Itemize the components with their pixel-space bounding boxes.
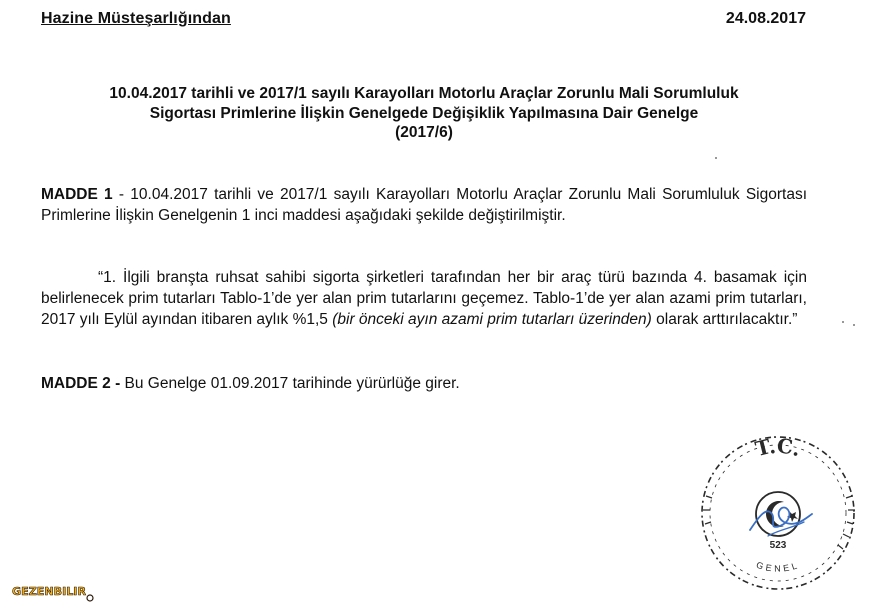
document-title: [40, 84, 808, 143]
amended-clause-quote: [41, 267, 807, 330]
gezenbilir-watermark-logo: [10, 578, 94, 606]
document-date: 24.08.2017: [725, 10, 806, 27]
article-2-text: Bu Genelge 01.09.2017 tarihinde yürürlüğe girer.: [120, 375, 460, 392]
seal-top-text: T.C.: [752, 433, 804, 462]
article-1: [41, 184, 807, 226]
quote-end: olarak arttırılacaktır.”: [651, 311, 798, 328]
article-1-text: - 10.04.2017 tarihli ve 2017/1 sayılı Karayolları Motorlu Araçlar Zorunlu Mali Sorumluluk Sigortası Primlerine İlişkin Genelgenin 1 inci maddesi aşağıdaki şekilde değiştirilmiştir.: [41, 186, 807, 224]
svg-text:GENEL: [755, 560, 801, 574]
svg-text:T.C.: [753, 434, 804, 462]
article-2-label: MADDE 2 -: [41, 375, 121, 392]
seal-bottom-text: GENEL: [755, 559, 801, 574]
scan-speck: [842, 321, 844, 323]
scan-speck: [715, 157, 717, 159]
official-seal-stamp: [688, 418, 868, 598]
title-line-2: Sigortası Primlerine İlişkin Genelgede Değişiklik Yapılmasına Dair Genelge: [149, 104, 699, 122]
quote-italic-note: (bir önceki ayın azami prim tutarları üzerinden): [332, 311, 652, 328]
scan-speck: [853, 324, 855, 326]
title-line-1: 10.04.2017 tarihli ve 2017/1 sayılı Karayolları Motorlu Araçlar Zorunlu Mali Sorumluluk: [109, 85, 739, 102]
quote-text: “1. İlgili branşta ruhsat sahibi sigorta şirketleri tarafından her bir araç türü bazında 4. basamak için belirlenecek prim tutarları Tablo-1’de yer alan prim tutarlarını geçemez. Tablo-1’de yer alan azami prim tutarları, 2017 yılı Eylül ayından itibaren aylık %1,5: [41, 269, 807, 328]
issuer-heading: Hazine Müsteşarlığından: [41, 10, 231, 27]
watermark-text: GEZENBILIR: [12, 585, 87, 598]
seal-number: 523: [769, 540, 787, 551]
article-2: [41, 373, 807, 394]
article-1-label: MADDE 1: [41, 186, 113, 203]
title-line-3: (2017/6): [395, 124, 453, 141]
